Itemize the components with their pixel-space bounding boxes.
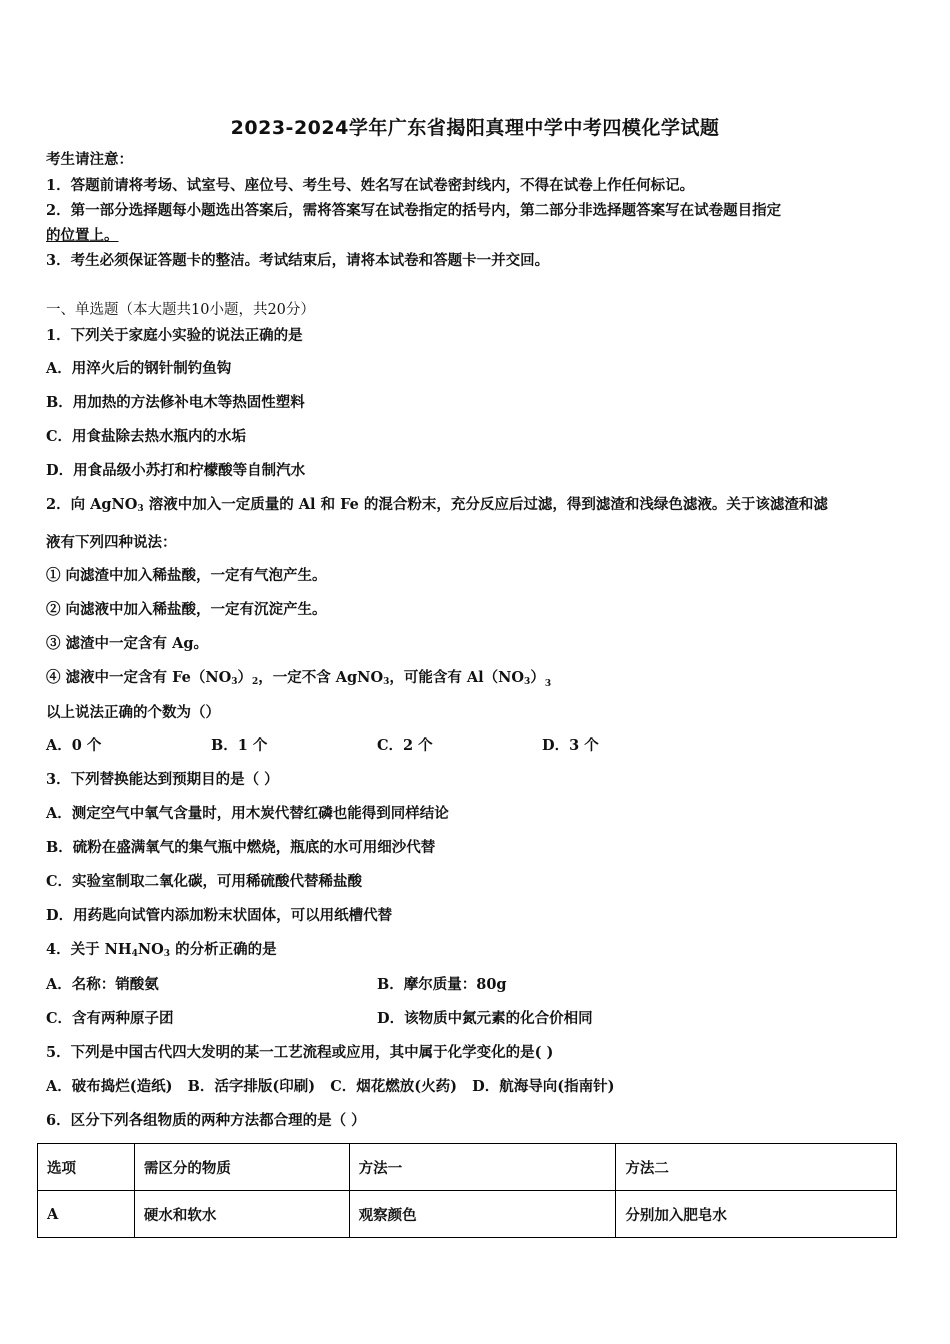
q4-option-d: D．该物质中氮元素的化合价相同 — [377, 1010, 593, 1027]
q2-option-a: A．0 个 — [46, 737, 102, 754]
q3-stem: 3．下列替换能达到预期目的是（ ） — [46, 771, 279, 788]
q2-statement-2: ② 向滤液中加入稀盐酸，一定有沉淀产生。 — [46, 601, 327, 618]
table-header-cell: 方法一 — [349, 1144, 616, 1191]
q2-option-c: C．2 个 — [377, 737, 433, 754]
exam-title: 2023-2024学年广东省揭阳真理中学中考四模化学试题 — [230, 117, 720, 139]
q6-stem: 6．区分下列各组物质的两种方法都合理的是（ ） — [46, 1112, 366, 1129]
q3-option-d: D．用药匙向试管内添加粉末状固体，可以用纸槽代替 — [46, 907, 393, 924]
q1-option-c: C．用食盐除去热水瓶内的水垢 — [46, 428, 247, 445]
notice-item-2-line-2: 的位置上。 — [46, 227, 119, 244]
q1-option-a: A．用淬火后的钢针制钓鱼钩 — [46, 360, 232, 377]
notice-heading: 考生请注意： — [46, 151, 133, 168]
table-header-cell: 选项 — [38, 1144, 135, 1191]
q2-statement-3: ③ 滤渣中一定含有 Ag。 — [46, 635, 208, 652]
q3-option-a: A．测定空气中氧气含量时，用木炭代替红磷也能得到同样结论 — [46, 805, 449, 822]
q1-option-b: B．用加热的方法修补电木等热固性塑料 — [46, 394, 305, 411]
q4-option-a: A．名称：销酸氨 — [46, 976, 159, 993]
table-header-row — [38, 1144, 897, 1191]
q1-option-d: D．用食品级小苏打和柠檬酸等自制汽水 — [46, 462, 306, 479]
q2-statement-1: ① 向滤渣中加入稀盐酸，一定有气泡产生。 — [46, 567, 327, 584]
q5-stem: 5．下列是中国古代四大发明的某一工艺流程或应用，其中属于化学变化的是( ) — [46, 1044, 554, 1061]
table-header-cell: 方法二 — [616, 1144, 897, 1191]
q4-stem: 4．关于 $NH_4NO_3$ 的分析正确的是 — [46, 941, 277, 959]
notice-item-3: 3．考生必须保证答题卡的整洁。考试结束后，请将本试卷和答题卡一并交回。 — [46, 252, 550, 269]
q4-option-c: C．含有两种原子团 — [46, 1010, 174, 1027]
table-cell: 分别加入肥皂水 — [616, 1191, 897, 1238]
q2-statement-4: ④ 滤液中一定含有 $Fe(NO_3)_2$，一定不含 AgNO$_3$，可能含有 $Al(NO_3)_3$ — [46, 669, 552, 689]
notice-item-1: 1．答题前请将考场、试室号、座位号、考生号、姓名写在试卷密封线内，不得在试卷上作任何标记。 — [46, 177, 695, 194]
table-cell: A — [38, 1191, 135, 1238]
q6-table — [37, 1143, 897, 1238]
q2-ask: 以上说法正确的个数为（） — [46, 704, 220, 721]
q3-option-c: C．实验室制取二氧化碳，可用稀硫酸代替稀盐酸 — [46, 873, 363, 890]
q3-option-b: B．硫粉在盛满氧气的集气瓶中燃烧，瓶底的水可用细沙代替 — [46, 839, 436, 856]
table-cell: 观察颜色 — [349, 1191, 616, 1238]
q4-option-b: B．摩尔质量：80g — [377, 976, 507, 993]
q1-stem: 1．下列关于家庭小实验的说法正确的是 — [46, 327, 303, 344]
table-row — [38, 1191, 897, 1238]
table-cell: 硬水和软水 — [134, 1191, 349, 1238]
notice-item-2-line-1: 2．第一部分选择题每小题选出答案后，需将答案写在试卷指定的括号内，第二部分非选择题答案写在试卷题目指定 — [46, 202, 782, 219]
table-header-cell: 需区分的物质 — [134, 1144, 349, 1191]
q2-stem-line-2: 液有下列四种说法： — [46, 534, 177, 551]
q5-options: A．破布捣烂(造纸) B．活字排版(印刷) C．烟花燃放(火药) D．航海导向(指南针) — [46, 1078, 615, 1095]
q2-stem-line-1: 2．向 AgNO$_3$ 溶液中加入一定质量的 Al 和 Fe 的混合粉末，充分反应后过滤，得到滤渣和浅绿色滤液。关于该滤渣和滤 — [46, 496, 828, 514]
q2-option-b: B．1 个 — [211, 737, 268, 754]
section-heading: 一、单选题（本大题共10小题，共20分） — [46, 302, 315, 318]
q2-option-d: D．3 个 — [542, 737, 599, 754]
